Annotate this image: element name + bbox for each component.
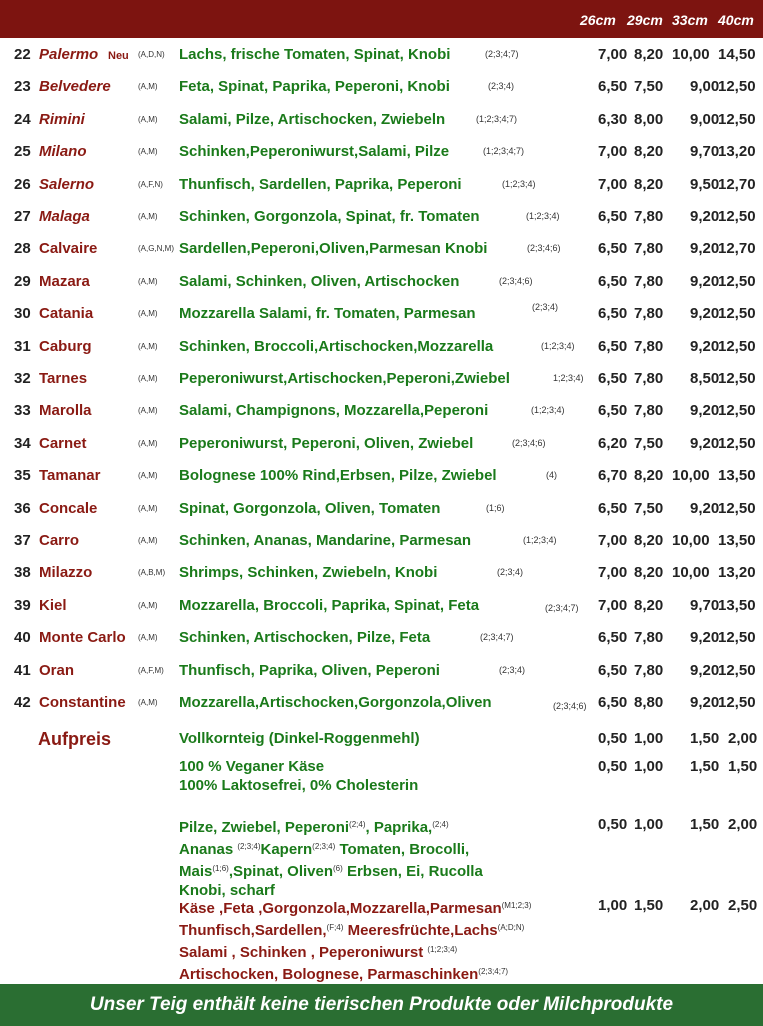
pizza-name: Kiel: [39, 596, 67, 614]
price-40cm: 12,50: [718, 110, 756, 128]
allergen-codes: (A,M): [138, 471, 158, 481]
pizza-ingredients: Thunfisch, Sardellen, Paprika, Peperoni: [179, 175, 462, 193]
price-26cm: 7,00: [598, 596, 628, 614]
addon-vollkorn-price-29: 1,00: [634, 730, 664, 747]
pizza-row: [0, 72, 763, 104]
price-40cm: 12,50: [718, 78, 756, 96]
additive-note: (6): [333, 864, 343, 873]
pizza-row: [0, 364, 763, 396]
pizza-ingredients: Schinken, Broccoli,Artischocken,Mozzarella: [179, 337, 494, 355]
pizza-name: Oran: [39, 661, 75, 679]
allergen-codes: (A,B,M): [138, 568, 166, 578]
addon-vegan-price-33: 1,50: [690, 758, 720, 775]
pizza-ingredients: Schinken,Peperoniwurst,Salami, Pilze: [179, 143, 450, 161]
pizza-ingredients: Schinken, Gorgonzola, Spinat, fr. Tomaten: [179, 208, 480, 225]
price-29cm: 7,80: [634, 305, 664, 323]
pizza-row: [0, 105, 763, 137]
addon-veg-text: , Paprika,: [365, 819, 433, 836]
price-29cm: 7,80: [634, 208, 664, 225]
allergen-codes: (A,F,N): [138, 179, 163, 189]
additive-note: (1;2;3;4): [427, 945, 458, 954]
price-33cm: 9,70: [690, 596, 720, 614]
price-29cm: 8,20: [634, 46, 664, 63]
pizza-row: [0, 170, 763, 202]
price-29cm: 8,20: [634, 467, 664, 485]
pizza-number: 22: [14, 46, 31, 63]
additive-note: (A;D;N): [497, 923, 525, 932]
price-40cm: 12,50: [718, 629, 756, 647]
price-29cm: 7,80: [634, 240, 664, 258]
addon-vollkorn-price-26: 0,50: [598, 730, 628, 747]
pizza-ingredients: Spinat, Gorgonzola, Oliven, Tomaten: [179, 499, 441, 517]
price-33cm: 9,00: [690, 110, 720, 128]
allergen-codes: (A,M): [138, 147, 158, 157]
addon-veg-text: Knobi, scharf: [179, 882, 275, 899]
addon-vollkorn-price-40: 2,00: [728, 730, 758, 747]
addon-veg-text: Erbsen, Ei, Rucolla: [342, 863, 483, 880]
price-33cm: 9,20: [690, 272, 720, 290]
price-29cm: 7,80: [634, 661, 664, 679]
pizza-name: Palermo: [39, 46, 99, 63]
pizza-name: Caburg: [39, 337, 92, 355]
allergen-codes: (A,M): [138, 212, 158, 221]
allergen-codes: (A,M): [138, 374, 158, 383]
additive-codes: (1;2;3;4): [531, 405, 565, 416]
pizza-ingredients: Lachs, frische Tomaten, Spinat, Knobi: [179, 46, 451, 63]
pizza-row: [0, 137, 763, 169]
additive-codes: (2;3;4): [497, 567, 524, 578]
pizza-name: Monte Carlo: [39, 629, 126, 647]
pizza-number: 23: [14, 78, 31, 96]
pizza-ingredients: Salami, Champignons, Mozzarella,Peperoni: [179, 402, 489, 420]
addon-meat-text: Meeresfrüchte,Lachs: [343, 922, 498, 939]
price-29cm: 8,80: [634, 694, 664, 711]
pizza-name: Malaga: [39, 208, 90, 225]
pizza-name: Tarnes: [39, 370, 88, 387]
additive-note: (1;6): [212, 864, 229, 873]
additive-note: (2;3;4): [312, 842, 336, 851]
price-33cm: 10,00: [672, 532, 710, 549]
addon-veg-price-33: 1,50: [690, 816, 720, 833]
additive-codes: (2;3;4;6): [499, 275, 533, 286]
pizza-row: [0, 558, 763, 590]
addon-veg-text: Ananas: [179, 841, 238, 858]
price-33cm: 9,50: [690, 175, 720, 193]
price-26cm: 6,50: [598, 402, 628, 420]
price-29cm: 8,20: [634, 175, 664, 193]
additive-codes: (2;3;4;7): [480, 632, 514, 643]
additive-codes: 1;2;3;4): [553, 373, 584, 383]
pizza-row: [0, 40, 763, 72]
pizza-number: 41: [14, 661, 31, 679]
price-40cm: 13,20: [718, 564, 756, 582]
allergen-codes: (A,M): [138, 503, 158, 513]
additive-codes: (4): [546, 470, 557, 481]
pizza-ingredients: Mozzarella Salami, fr. Tomaten, Parmesan: [179, 305, 476, 323]
pizza-number: 32: [14, 370, 31, 387]
addon-meat-text: Salami , Schinken , Peperoniwurst: [179, 944, 428, 961]
addon-vegan-price-29: 1,00: [634, 758, 664, 775]
pizza-number: 25: [14, 143, 31, 161]
price-40cm: 12,50: [718, 694, 756, 711]
price-33cm: 9,00: [690, 78, 720, 96]
allergen-codes: (A,M): [138, 276, 158, 286]
price-26cm: 6,50: [598, 240, 628, 258]
price-40cm: 12,50: [718, 370, 756, 387]
pizza-number: 35: [14, 467, 31, 485]
price-26cm: 6,50: [598, 78, 628, 96]
price-33cm: 9,20: [690, 402, 720, 420]
price-29cm: 7,50: [634, 78, 664, 96]
price-26cm: 7,00: [598, 532, 628, 549]
addon-vegan-price-26: 0,50: [598, 758, 628, 775]
pizza-ingredients: Schinken, Artischocken, Pilze, Feta: [179, 629, 431, 647]
allergen-codes: (A,F,M): [138, 665, 164, 675]
pizza-name: Rimini: [39, 110, 85, 128]
header-bar: [0, 0, 763, 38]
price-29cm: 7,80: [634, 370, 664, 387]
price-26cm: 6,50: [598, 661, 628, 679]
price-33cm: 9,20: [690, 305, 720, 323]
price-26cm: 6,50: [598, 305, 628, 323]
price-33cm: 9,20: [690, 434, 720, 452]
pizza-number: 36: [14, 499, 31, 517]
allergen-codes: (A,M): [138, 406, 158, 416]
addon-veg-price-29: 1,00: [634, 816, 664, 833]
price-26cm: 6,50: [598, 370, 628, 387]
addon-vegan-line1: 100 % Veganer Käse: [179, 758, 325, 775]
footer-banner: Unser Teig enthält keine tierischen Produkte oder Milchprodukte: [0, 984, 763, 1026]
allergen-codes: (A,D,N): [138, 50, 165, 59]
allergen-codes: (A,M): [138, 698, 158, 707]
price-33cm: 9,20: [690, 694, 720, 711]
price-29cm: 8,20: [634, 596, 664, 614]
additive-note: (M1;2;3): [501, 901, 532, 910]
price-40cm: 12,50: [718, 208, 756, 225]
pizza-name: Calvaire: [39, 240, 98, 258]
pizza-number: 29: [14, 272, 31, 290]
new-badge: Neu: [108, 50, 129, 62]
size-header-26: 26cm: [580, 12, 616, 28]
addon-veg-text: ,Spinat, Oliven: [228, 863, 333, 880]
price-40cm: 12,70: [718, 240, 756, 258]
price-26cm: 7,00: [598, 46, 628, 63]
price-40cm: 13,50: [718, 596, 756, 614]
addon-veg-text: Kapern: [260, 841, 313, 858]
pizza-ingredients: Mozzarella,Artischocken,Gorgonzola,Oliven: [179, 694, 492, 711]
price-40cm: 13,20: [718, 143, 756, 161]
addon-veg-text: Tomaten, Brocolli,: [335, 841, 470, 858]
pizza-name: Mazara: [39, 272, 90, 290]
pizza-number: 31: [14, 337, 31, 355]
pizza-name: Salerno: [39, 175, 95, 193]
allergen-codes: (A,M): [138, 633, 158, 643]
addon-veg-price-40: 2,00: [728, 816, 758, 833]
pizza-row: [0, 202, 763, 234]
pizza-ingredients: Bolognese 100% Rind,Erbsen, Pilze, Zwiebel: [179, 467, 497, 485]
price-29cm: 7,50: [634, 499, 664, 517]
addon-meat-text: Artischocken, Bolognese, Parmaschinken: [179, 966, 479, 983]
aufpreis-title: Aufpreis: [38, 729, 112, 749]
pizza-row: [0, 429, 763, 461]
pizza-row: [0, 494, 763, 526]
pizza-number: 40: [14, 629, 31, 647]
price-33cm: 10,00: [672, 46, 710, 63]
additive-codes: (1;2;3;4): [541, 340, 575, 351]
price-40cm: 13,50: [718, 467, 756, 485]
price-33cm: 9,20: [690, 499, 720, 517]
pizza-row: [0, 591, 763, 623]
additive-codes: (1;2;3;4): [502, 178, 536, 189]
addon-vollkorn-text: Vollkornteig (Dinkel-Roggenmehl): [179, 730, 420, 747]
price-29cm: 7,80: [634, 629, 664, 647]
price-29cm: 7,80: [634, 337, 664, 355]
price-26cm: 6,20: [598, 434, 628, 452]
pizza-number: 26: [14, 175, 31, 193]
additive-note: (2;3;4;7): [478, 967, 509, 976]
pizza-number: 38: [14, 564, 31, 582]
additive-codes: (2;3;4;6): [512, 437, 546, 448]
additive-note: (2;3;4): [237, 842, 261, 851]
pizza-name: Tamanar: [39, 467, 101, 485]
price-26cm: 7,00: [598, 143, 628, 161]
allergen-codes: (A,M): [138, 309, 158, 319]
pizza-row: [0, 396, 763, 428]
price-26cm: 7,00: [598, 175, 628, 193]
price-29cm: 8,20: [634, 564, 664, 582]
size-header-33: 33cm: [672, 12, 708, 28]
price-33cm: 10,00: [672, 564, 710, 582]
pizza-number: 28: [14, 240, 31, 258]
price-40cm: 12,50: [718, 337, 756, 355]
pizza-row: [0, 623, 763, 655]
price-29cm: 8,20: [634, 143, 664, 161]
pizza-name: Carro: [39, 532, 80, 549]
price-29cm: 8,00: [634, 110, 664, 128]
addon-meat-price-33: 2,00: [690, 897, 720, 914]
price-29cm: 7,50: [634, 434, 664, 452]
pizza-ingredients: Mozzarella, Broccoli, Paprika, Spinat, Feta: [179, 596, 480, 614]
addon-vollkorn-price-33: 1,50: [690, 730, 720, 747]
price-40cm: 12,50: [718, 661, 756, 679]
addon-vegan-price-40: 1,50: [728, 758, 758, 775]
price-40cm: 14,50: [718, 46, 756, 63]
additive-codes: (1;2;3;4;7): [476, 113, 518, 124]
price-33cm: 9,20: [690, 240, 720, 258]
allergen-codes: (A,M): [138, 114, 158, 124]
price-26cm: 6,50: [598, 499, 628, 517]
price-33cm: 10,00: [672, 467, 710, 485]
pizza-name: Milano: [39, 143, 87, 161]
additive-note: (2;4): [432, 820, 449, 829]
addon-meat-text: Thunfisch,Sardellen,: [179, 922, 327, 939]
pizza-ingredients: Peperoniwurst,Artischocken,Peperoni,Zwiebel: [179, 370, 510, 387]
addon-veg-text: Mais: [179, 863, 213, 880]
pizza-number: 27: [14, 208, 31, 225]
additive-note: (F;4): [326, 923, 344, 932]
pizza-ingredients: Thunfisch, Paprika, Oliven, Peperoni: [179, 661, 440, 679]
price-33cm: 9,20: [690, 661, 720, 679]
additive-codes: (1;6): [486, 502, 505, 513]
addon-veg-price-26: 0,50: [598, 816, 628, 833]
pizza-name: Marolla: [39, 402, 92, 420]
additive-codes: (1;2;3;4): [526, 211, 560, 221]
pizza-row: [0, 656, 763, 688]
price-26cm: 6,30: [598, 110, 628, 128]
price-40cm: 12,50: [718, 272, 756, 290]
price-26cm: 6,50: [598, 208, 628, 225]
additive-codes: (1;2;3;4): [523, 535, 557, 545]
allergen-codes: (A,M): [138, 438, 158, 448]
pizza-row: [0, 332, 763, 364]
price-33cm: 9,70: [690, 143, 720, 161]
addon-vegan: [179, 757, 418, 795]
pizza-row: [0, 526, 763, 558]
pizza-row: [0, 234, 763, 266]
addon-veg-text: Pilze, Zwiebel, Peperoni: [179, 819, 350, 836]
addon-meat-text: Käse ,Feta ,Gorgonzola,Mozzarella,Parmesan: [179, 900, 502, 917]
price-26cm: 6,50: [598, 629, 628, 647]
price-26cm: 6,50: [598, 272, 628, 290]
price-40cm: 12,70: [718, 175, 756, 193]
price-26cm: 6,50: [598, 337, 628, 355]
pizza-number: 30: [14, 305, 31, 323]
pizza-ingredients: Peperoniwurst, Peperoni, Oliven, Zwiebel: [179, 434, 474, 452]
additive-codes: (2;3;4;6): [527, 243, 561, 254]
pizza-ingredients: Salami, Schinken, Oliven, Artischocken: [179, 272, 460, 290]
price-33cm: 9,20: [690, 208, 720, 225]
pizza-ingredients: Schinken, Ananas, Mandarine, Parmesan: [179, 532, 472, 549]
pizza-number: 37: [14, 532, 31, 549]
pizza-row: [0, 299, 763, 331]
allergen-codes: (A,G,N,M): [138, 244, 174, 254]
allergen-codes: (A,M): [138, 82, 158, 92]
price-33cm: 9,20: [690, 337, 720, 355]
pizza-ingredients: Sardellen,Peperoni,Oliven,Parmesan Knobi: [179, 240, 488, 258]
price-29cm: 8,20: [634, 532, 664, 549]
pizza-row: [0, 688, 763, 720]
pizza-name: Belvedere: [39, 78, 111, 96]
size-header-29: 29cm: [627, 12, 663, 28]
pizza-name: Constantine: [39, 694, 126, 711]
addon-vegetables: [179, 815, 483, 900]
additive-codes: (2;3;4;7): [485, 49, 519, 59]
pizza-number: 33: [14, 402, 31, 420]
price-40cm: 13,50: [718, 532, 756, 549]
pizza-ingredients: Shrimps, Schinken, Zwiebeln, Knobi: [179, 564, 438, 582]
additive-codes: (2;3;4): [499, 664, 526, 675]
addon-vollkorn: [179, 729, 420, 748]
price-26cm: 6,70: [598, 467, 628, 485]
pizza-number: 34: [14, 434, 31, 452]
addon-vegan-line2: 100% Laktosefrei, 0% Cholesterin: [179, 777, 419, 794]
price-40cm: 12,50: [718, 402, 756, 420]
addon-meat-cheese: [179, 896, 531, 984]
price-29cm: 7,80: [634, 402, 664, 420]
additive-codes: (1;2;3;4;7): [483, 146, 525, 157]
price-33cm: 8,50: [690, 370, 720, 387]
price-26cm: 7,00: [598, 564, 628, 582]
pizza-number: 42: [14, 694, 31, 711]
pizza-ingredients: Salami, Pilze, Artischocken, Zwiebeln: [179, 110, 446, 128]
price-26cm: 6,50: [598, 694, 628, 711]
allergen-codes: (A,M): [138, 536, 158, 545]
price-33cm: 9,20: [690, 629, 720, 647]
pizza-name: Milazzo: [39, 564, 93, 582]
size-header-40: 40cm: [718, 12, 754, 28]
pizza-name: Catania: [39, 305, 94, 323]
pizza-row: [0, 267, 763, 299]
allergen-codes: (A,M): [138, 600, 158, 610]
pizza-name: Carnet: [39, 434, 87, 452]
additive-codes: (2;3;4): [488, 81, 515, 92]
addon-meat-price-40: 2,50: [728, 897, 758, 914]
additive-codes: (2;3;4): [532, 302, 559, 313]
addon-meat-price-26: 1,00: [598, 897, 628, 914]
additive-codes: (2;3;4;6): [553, 701, 587, 711]
pizza-row: [0, 461, 763, 493]
additive-note: (2;4): [349, 820, 366, 829]
additive-codes: (2;3;4;7): [545, 602, 579, 613]
pizza-number: 39: [14, 596, 31, 614]
price-40cm: 12,50: [718, 499, 756, 517]
price-40cm: 12,50: [718, 434, 756, 452]
pizza-number: 24: [14, 110, 31, 128]
allergen-codes: (A,M): [138, 341, 158, 351]
pizza-name: Concale: [39, 499, 98, 517]
price-29cm: 7,80: [634, 272, 664, 290]
addon-meat-price-29: 1,50: [634, 897, 664, 914]
pizza-ingredients: Feta, Spinat, Paprika, Peperoni, Knobi: [179, 78, 450, 96]
price-40cm: 12,50: [718, 305, 756, 323]
